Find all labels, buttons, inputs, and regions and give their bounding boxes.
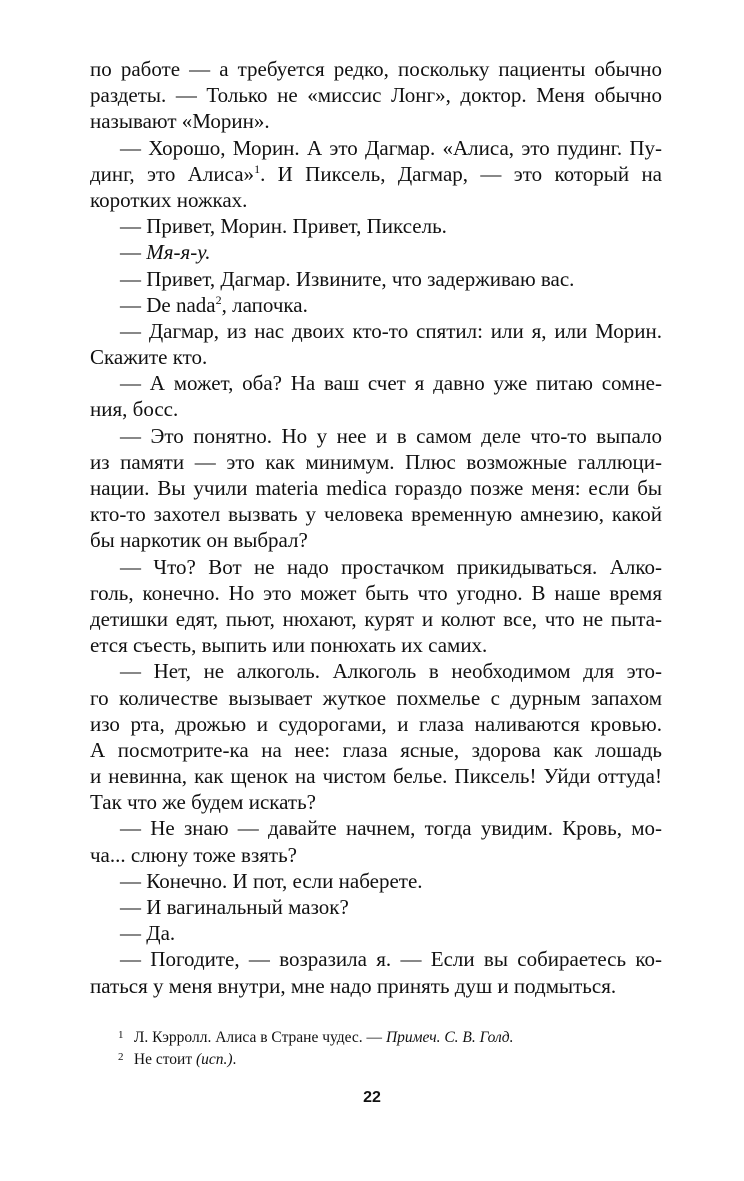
text-run: — De nada (120, 292, 216, 317)
footnote-ref-1: 1 (254, 161, 261, 176)
text-line: и невинна, как щенок на чистом белье. Пиксель! Уйди оттуда! (90, 764, 662, 789)
italic-text: Мя-я-у. (146, 240, 211, 265)
footnote-italic: Примеч. С. В. Голд. (385, 1029, 514, 1046)
text-line: — Не знаю — давайте начнем, тогда увидим. Кровь, мо- (120, 816, 662, 841)
text-line: кто-то захотел вызвать у человека временную амнезию, какой (90, 502, 662, 527)
text-line: — Нет, не алкоголь. Алкоголь в необходимом для это- (120, 659, 662, 684)
text-line: — Привет, Дагмар. Извините, что задерживаю вас. (120, 266, 575, 291)
page-number: 22 (363, 1089, 381, 1106)
text-run: — (120, 240, 147, 265)
text-line: по работе — а требуется редко, поскольку пациенты обычно (90, 57, 662, 81)
text-line: — Это понятно. Но у нее и в самом деле что-то выпало (120, 423, 662, 448)
footnotes (118, 1024, 662, 1068)
text-line: — Что? Вот не надо простачком прикидываться. Алко- (120, 554, 662, 579)
text-line: раздеты. — Только не «миссис Лонг», доктор. Меня обычно (90, 83, 662, 108)
footnote-number: 1 (118, 1029, 124, 1041)
footnote-ref-2: 2 (215, 292, 222, 307)
text-line: А посмотрите-ка на нее: глаза ясные, здорова как лошадь (90, 737, 662, 762)
text-line: — Да. (120, 921, 176, 946)
text-run: , лапочка. (221, 292, 308, 317)
text-line (90, 239, 662, 265)
text-line: — Привет, Морин. Привет, Пиксель. (120, 214, 447, 239)
text-line (90, 292, 662, 318)
footnote-text: Не стоит (133, 1051, 196, 1068)
text-line: ния, босс. (90, 397, 179, 422)
footnote-text: Л. Кэрролл. Алиса в Стране чудес. — (133, 1029, 386, 1046)
footnote-number: 2 (118, 1051, 124, 1063)
text-line (90, 161, 662, 187)
footnote-2 (118, 1046, 662, 1068)
body-text (90, 56, 662, 999)
text-line: детишки едят, пьют, нюхают, курят и колют все, что не пыта- (90, 606, 662, 631)
text-line: — А может, оба? На ваш счет я давно уже питаю сомне- (120, 371, 662, 396)
text-line: ча... слюну тоже взять? (90, 842, 297, 867)
text-line: — Погодите, — возразила я. — Если вы собираетесь ко- (120, 947, 662, 972)
text-line: ется съесть, выпить или понюхать их самих. (90, 633, 488, 658)
text-line: Так что же будем искать? (90, 790, 316, 815)
text-line: — Хорошо, Морин. А это Дагмар. «Алиса, это пудинг. Пу- (120, 135, 662, 160)
text-line: из памяти — это как минимум. Плюс возможные галлюци- (90, 449, 662, 474)
footnote-italic: (исп.) (195, 1051, 233, 1068)
text-line: коротких ножках. (90, 187, 248, 212)
text-line: голь, конечно. Но это может быть что угодно. В наше время (90, 580, 662, 605)
text-line: паться у меня внутри, мне надо принять душ и подмыться. (90, 973, 617, 998)
text-line: — И вагинальный мазок? (120, 895, 349, 919)
text-run: динг, это Алиса» (90, 161, 255, 186)
text-line: — Конечно. И пот, если наберете. (120, 868, 423, 893)
footnote-tail: . (232, 1051, 237, 1068)
text-line: нации. Вы учили materia medica гораздо позже меня: если бы (90, 476, 662, 500)
text-line: называют «Морин». (90, 109, 270, 134)
text-line: изо рта, дрожью и судорогами, и глаза наливаются кровью. (90, 711, 662, 736)
text-run: . И Пиксель, Дагмар, — это который на (260, 161, 662, 186)
text-line: — Дагмар, из нас двоих кто-то спятил: или я, или Морин. (120, 318, 662, 343)
footnote-1 (118, 1024, 662, 1046)
text-line: го количестве вызывает жуткое похмелье с дурным запахом (90, 685, 662, 710)
text-line: Скажите кто. (90, 345, 208, 370)
text-line: бы наркотик он выбрал? (90, 528, 308, 553)
